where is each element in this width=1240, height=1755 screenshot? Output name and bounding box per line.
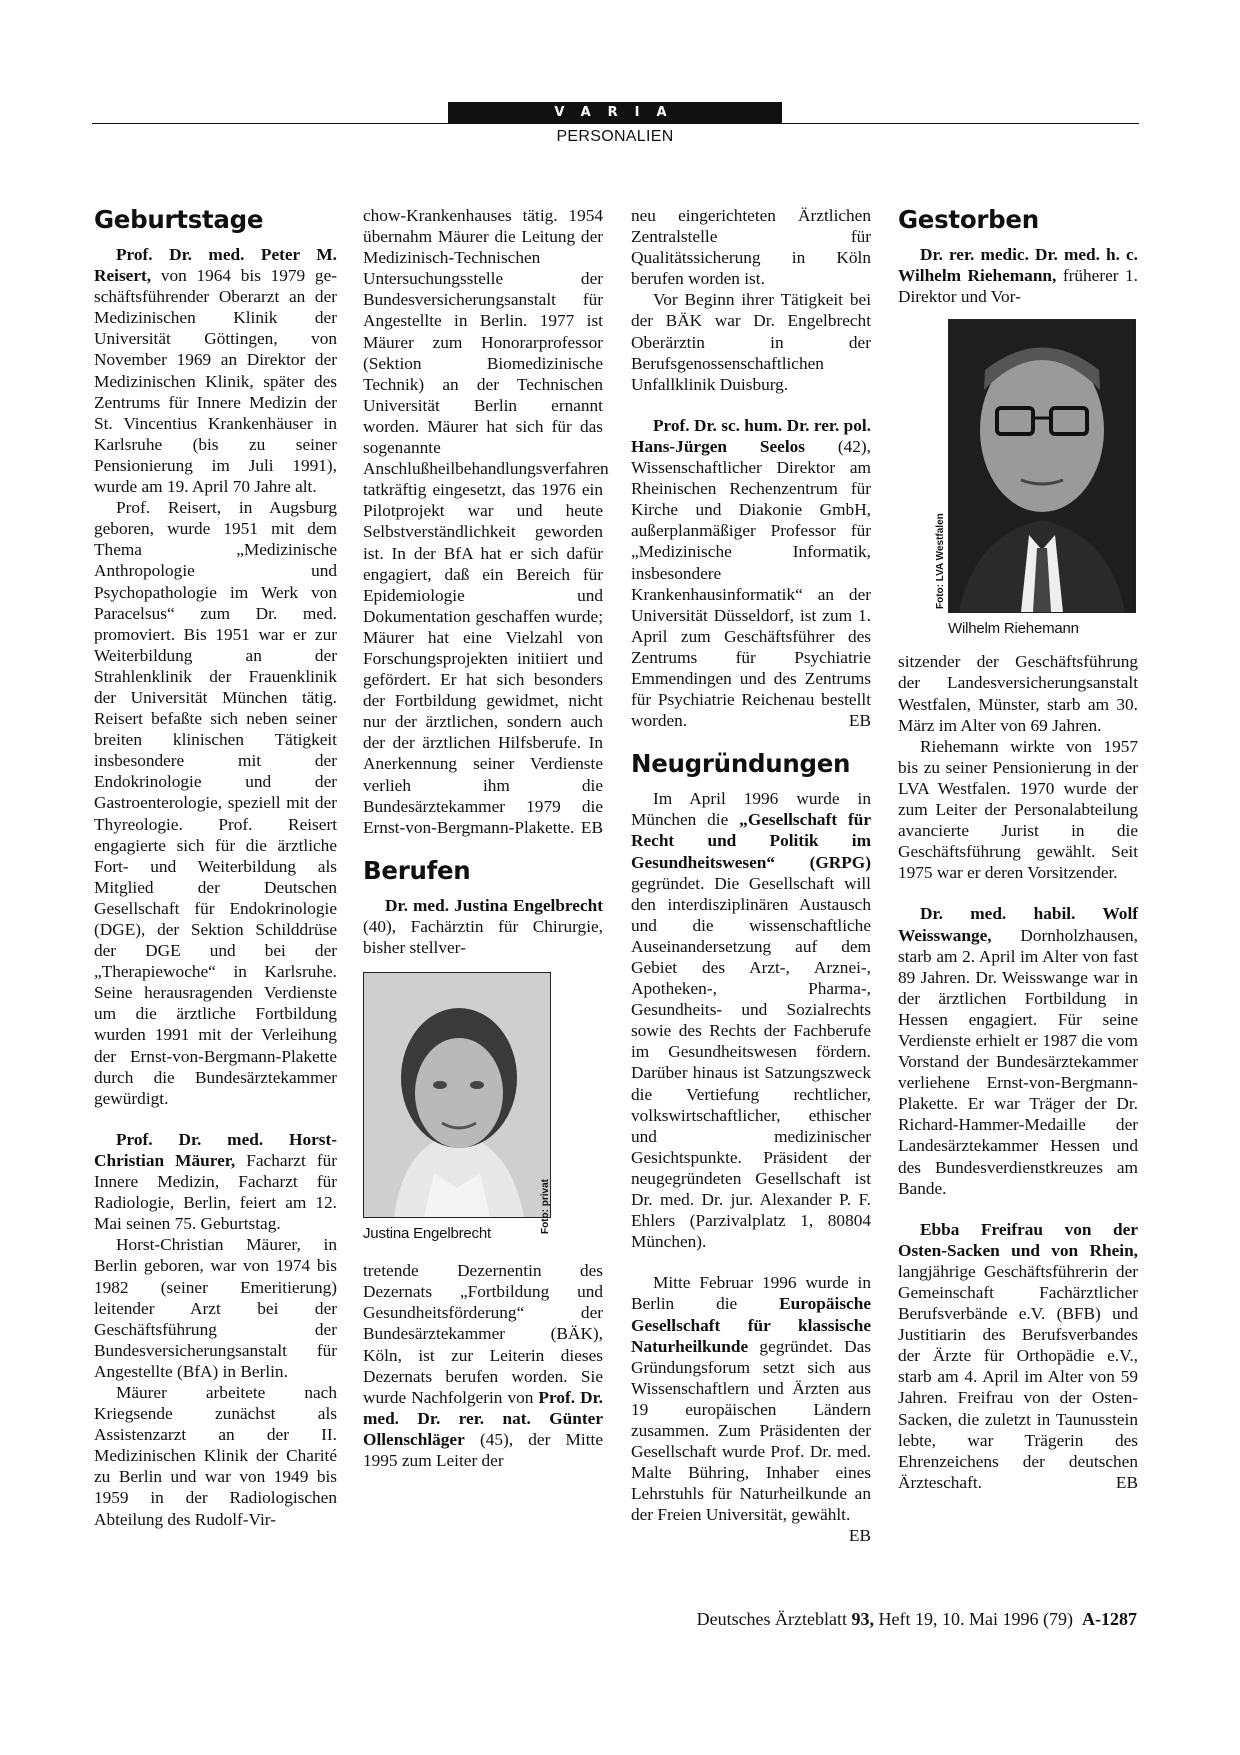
paragraph <box>363 205 609 838</box>
paragraph-text: von 1964 bis 1979 ge-schäftsführender Oberarzt an der Medizinischen Klinik der Universität Göttingen, von November 1969 an Direktor der Medizinischen Klinik, später des Zentrums für Innere Medizin der St. Vincentius Krankenhäuser in Karlsruhe (bis zu seiner Pensionierung im Juli 1991), wurde am 19. April 70 Jahre alt. <box>94 266 337 497</box>
paragraph: Mäurer arbeitete nach Kriegsende zunächst als Assistenzarzt an der II. Medizinischen Klinik der Charité zu Berlin und war von 1949 bis 1959 in der Radiologischen Abteilung des Rudolf-Vir- <box>94 1382 337 1529</box>
photo-caption: Justina Engelbrecht <box>363 1225 491 1243</box>
column-3 <box>631 205 871 1547</box>
section-banner: VARIA <box>448 102 782 123</box>
author-signature: EB <box>848 1526 871 1546</box>
paragraph-text: langjährige Geschäftsführerin der Gemeinschaft Fachärztlicher Berufsverbände e.V. (BFB) und Justitiarin des Berufsverbandes der Ärzte für Orthopädie e.V., starb am 4. April im Alter von 59 Jahren. Freifrau von der Osten-Sacken, die zuletzt in Taunusstein lebte, war Trägerin des Ehrenzeichens der deutschen Ärzteschaft. <box>898 1261 1138 1492</box>
heading-neugruendungen: Neugründungen <box>631 749 851 779</box>
paragraph <box>363 1260 603 1471</box>
paragraph: Prof. Reisert, in Augsburg geboren, wurde 1951 mit dem Thema „Medizinische Anthropologie und Psychopathologie im Werk von Paracelsus“ zum Dr. med. promoviert. Bis 1951 war er zur Weiterbildung an der Strahlenklinik der Frauenklinik der Universität München tätig. Reisert befaßte sich neben seiner breiten klinischen Tätigkeit insbesondere mit der Endokrinologie und der Gastroenterologie, speziell mit der Thyreologie. Prof. Reisert engagierte sich für die ärztliche Fort- und Weiterbildung als Mitglied der Deutschen Gesellschaft für Endokrinologie (DGE), der Sektion Schilddrüse der DGE und bei der „Therapiewoche“ in Karlsruhe. Seine herausragenden Verdienste um die ärztliche Fortbildung wurden 1991 mit der Verleihung der Ernst-von-Bergmann-Plakette durch die Bundesärztekammer gewürdigt. <box>94 498 337 1108</box>
journal-name: Deutsches Ärzteblatt <box>696 1609 848 1629</box>
paragraph <box>898 244 1138 307</box>
organization-name: Europäische Gesellschaft für klassische Naturheilkunde <box>631 1294 871 1356</box>
paragraph-text: gegründet. Die Gesellschaft will den interdisziplinären Austausch und die wissenschaftliche Auseinandersetzung auf dem Gebiet des Arzt-, Arznei-, Apotheken-, Pharma-, Gesundheits- und Sozialrechts sowie des Rechts der Fachberufe im Gesundheitswesen fördern. Darüber hinaus ist Satzungszweck die Vertiefung rechtlicher, volkswirtschaftlicher, ethischer und medizinischer Gesichtspunkte. Präsident der neugegründeten Gesellschaft ist Dr. med. Dr. jur. Alexander P. F. Ehlers (Parzivalplatz 1, 80804 München). <box>631 873 871 1252</box>
paragraph-text: früherer 1. Direktor und Vor- <box>898 266 1138 307</box>
heading-berufen: Berufen <box>363 855 471 885</box>
paragraph-text: Im April 1996 wurde in München die <box>631 789 871 830</box>
author-signature: EB <box>580 817 603 837</box>
photo-caption: Wilhelm Riehemann <box>948 620 1079 638</box>
column-4 <box>898 205 1138 1493</box>
page-footer <box>697 1609 1137 1630</box>
issue-info: Heft 19, 10. Mai 1996 (79) <box>874 1609 1073 1629</box>
person-name: Ebba Freifrau von der Osten-Sacken und von Rhein, <box>898 1219 1138 1260</box>
paragraph: Riehemann wirkte von 1957 bis zu seiner Pensionierung in der LVA Westfalen. 1970 wurde der zum Leiter der Personalabteilung avancierte Jurist in die Geschäftsführung gewählt. Seit 1975 war er deren Vorsitzender. <box>898 736 1138 883</box>
paragraph <box>898 903 1138 1198</box>
photo-credit: Foto: privat <box>540 1179 551 1235</box>
paragraph <box>94 244 337 497</box>
paragraph-text: tretende Dezernentin des Dezernats „Fortbildung und Gesundheitsförderung“ der Bundesärztekammer (BÄK), Köln, ist zur Leiterin dieses Dezernats berufen worden. Sie wurde Nachfolgerin von <box>363 1261 603 1407</box>
paragraph: Vor Beginn ihrer Tätigkeit bei der BÄK war Dr. Engelbrecht Oberärztin in der Berufsgenossenschaftlichen Unfallklinik Duisburg. <box>631 290 871 394</box>
paragraph <box>363 895 603 958</box>
heading-geburtstage: Geburtstage <box>94 205 264 234</box>
portrait-photo-riehemann <box>948 319 1136 613</box>
person-name: Prof. Dr. med. Horst-Christian Mäurer, <box>94 1129 337 1170</box>
person-name: Dr. med. Justina Engelbrecht <box>385 895 603 915</box>
portrait-figure <box>363 972 603 1244</box>
person-name: Dr. rer. medic. Dr. med. h. c. Wilhelm Riehemann, <box>898 245 1138 286</box>
paragraph <box>631 1272 871 1546</box>
column-1 <box>94 205 337 1530</box>
person-name: Prof. Dr. med. Peter M. Reisert, <box>94 245 337 286</box>
author-signature: EB <box>848 711 871 731</box>
paragraph: sitzender der Geschäftsführung der Landesversicherungsanstalt Westfalen, Münster, starb am 30. März im Alter von 69 Jahren. <box>898 652 1138 735</box>
organization-name: „Gesellschaft für Recht und Politik im Gesundheitswesen“ (GRPG) <box>631 810 872 872</box>
paragraph-text: Facharzt für Innere Medizin, Facharzt für Radiologie, Berlin, feiert am 12. Mai seinen 75. Geburtstag. <box>94 1150 337 1234</box>
photo-credit: Foto: LVA Westfalen <box>935 513 946 610</box>
paragraph: neu eingerichteten Ärztlichen Zentralstelle für Qualitätssicherung in Köln berufen worden ist. <box>631 206 871 289</box>
portrait-photo-engelbrecht <box>363 972 551 1218</box>
author-signature: EB <box>1115 1472 1138 1492</box>
page-number: A-1287 <box>1082 1609 1137 1629</box>
portrait-figure <box>935 319 1138 639</box>
paragraph-text: (45), der Mitte 1995 zum Leiter der <box>363 1429 603 1471</box>
column-2 <box>363 205 609 1471</box>
paragraph: Horst-Christian Mäurer, in Berlin geboren, war von 1974 bis 1982 (seiner Emeritierung) leitender Arzt bei der Geschäftsführung der Bundesversicherungsanstalt für Angestellte (BfA) in Berlin. <box>94 1235 337 1381</box>
paragraph-text: gegründet. Das Gründungsforum setzt sich aus Wissenschaftlern und Ärzten aus 19 europäischen Ländern zusammen. Zum Präsidenten der Gesellschaft wurde Prof. Dr. med. Malte Bühring, Inhaber eines Lehrstuhls für Naturheilkunde an der Freien Universität, gewählt. <box>631 1336 871 1525</box>
paragraph <box>94 1129 337 1234</box>
header-rule <box>92 123 1139 124</box>
paragraph-text: chow-Krankenhauses tätig. 1954 übernahm Mäurer die Leitung der Medizinisch-Technischen Untersuchungsstelle der Bundesversicherungsanstalt für Angestellte in Berlin. 1977 ist Mäurer zum Honorarprofessor (Sektion Biomedizinische Technik) an der Technischen Universität Berlin ernannt worden. Mäurer hat sich für das sogenannte Anschlußheilbehandlungsverfahren tatkräftig eingesetzt, das 1976 ein Pilotprojekt war und heute Selbstverständlichkeit geworden ist. In der BfA hat er sich dafür engagiert, daß ein Bereich für Epidemiologie und Dokumentation geschaffen wurde; Mäurer hat eine Vielzahl von Forschungsprojekten initiiert und gefördert. Er hat sich besonders der Fortbildung gewidmet, nicht nur der ärztlichen, sondern auch der der ärztlichen Hilfsberufe. In Anerkennung seiner Verdienste verlieh ihm die Bundesärztekammer 1979 die Ernst-von-Bergmann-Plakette. <box>363 206 609 837</box>
heading-gestorben: Gestorben <box>898 205 1039 234</box>
paragraph <box>631 788 871 1252</box>
paragraph-text: (42), Wissenschaftlicher Direktor am Rheinischen Rechenzentrum für Kirche und Diakonie GmbH, außerplanmäßiger Professor für „Medizinische Informatik, insbesondere Krankenhausinformatik“ an der Universität Düsseldorf, ist zum 1. April zum Geschäftsführer des Zentrums für Psychiatrie Emmendingen und des Zentrums für Psychiatrie Reichenau bestellt worden. <box>631 436 871 731</box>
person-name: Prof. Dr. sc. hum. Dr. rer. pol. Hans-Jürgen Seelos <box>631 415 871 456</box>
paragraph-text: (40), Fachärztin für Chirurgie, bisher stellver- <box>363 916 603 957</box>
paragraph <box>631 415 871 731</box>
paragraph-text: Mitte Februar 1996 wurde in Berlin die <box>631 1273 871 1314</box>
journal-volume: 93, <box>851 1609 875 1629</box>
paragraph <box>898 1219 1138 1493</box>
person-name: Dr. med. habil. Wolf Weisswange, <box>898 904 1138 945</box>
section-subtitle: PERSONALIEN <box>556 128 674 145</box>
paragraph-text: Dornholzhausen, starb am 2. April im Alter von fast 89 Jahren. Dr. Weisswange war in der ärztlichen Fortbildung in Hessen engagiert. Für seine Verdienste erhielt er 1987 die vom Vorstand der Bundesärztekammer verliehene Ernst-von-Bergmann-Plakette. Er war Träger der Dr. Richard-Hammer-Medaille der Landesärztekammer Hessen und des Bundesverdienstkreuzes am Bande. <box>898 925 1138 1198</box>
person-name: Prof. Dr. med. Dr. rer. nat. Günter Ollenschläger <box>363 1387 603 1449</box>
